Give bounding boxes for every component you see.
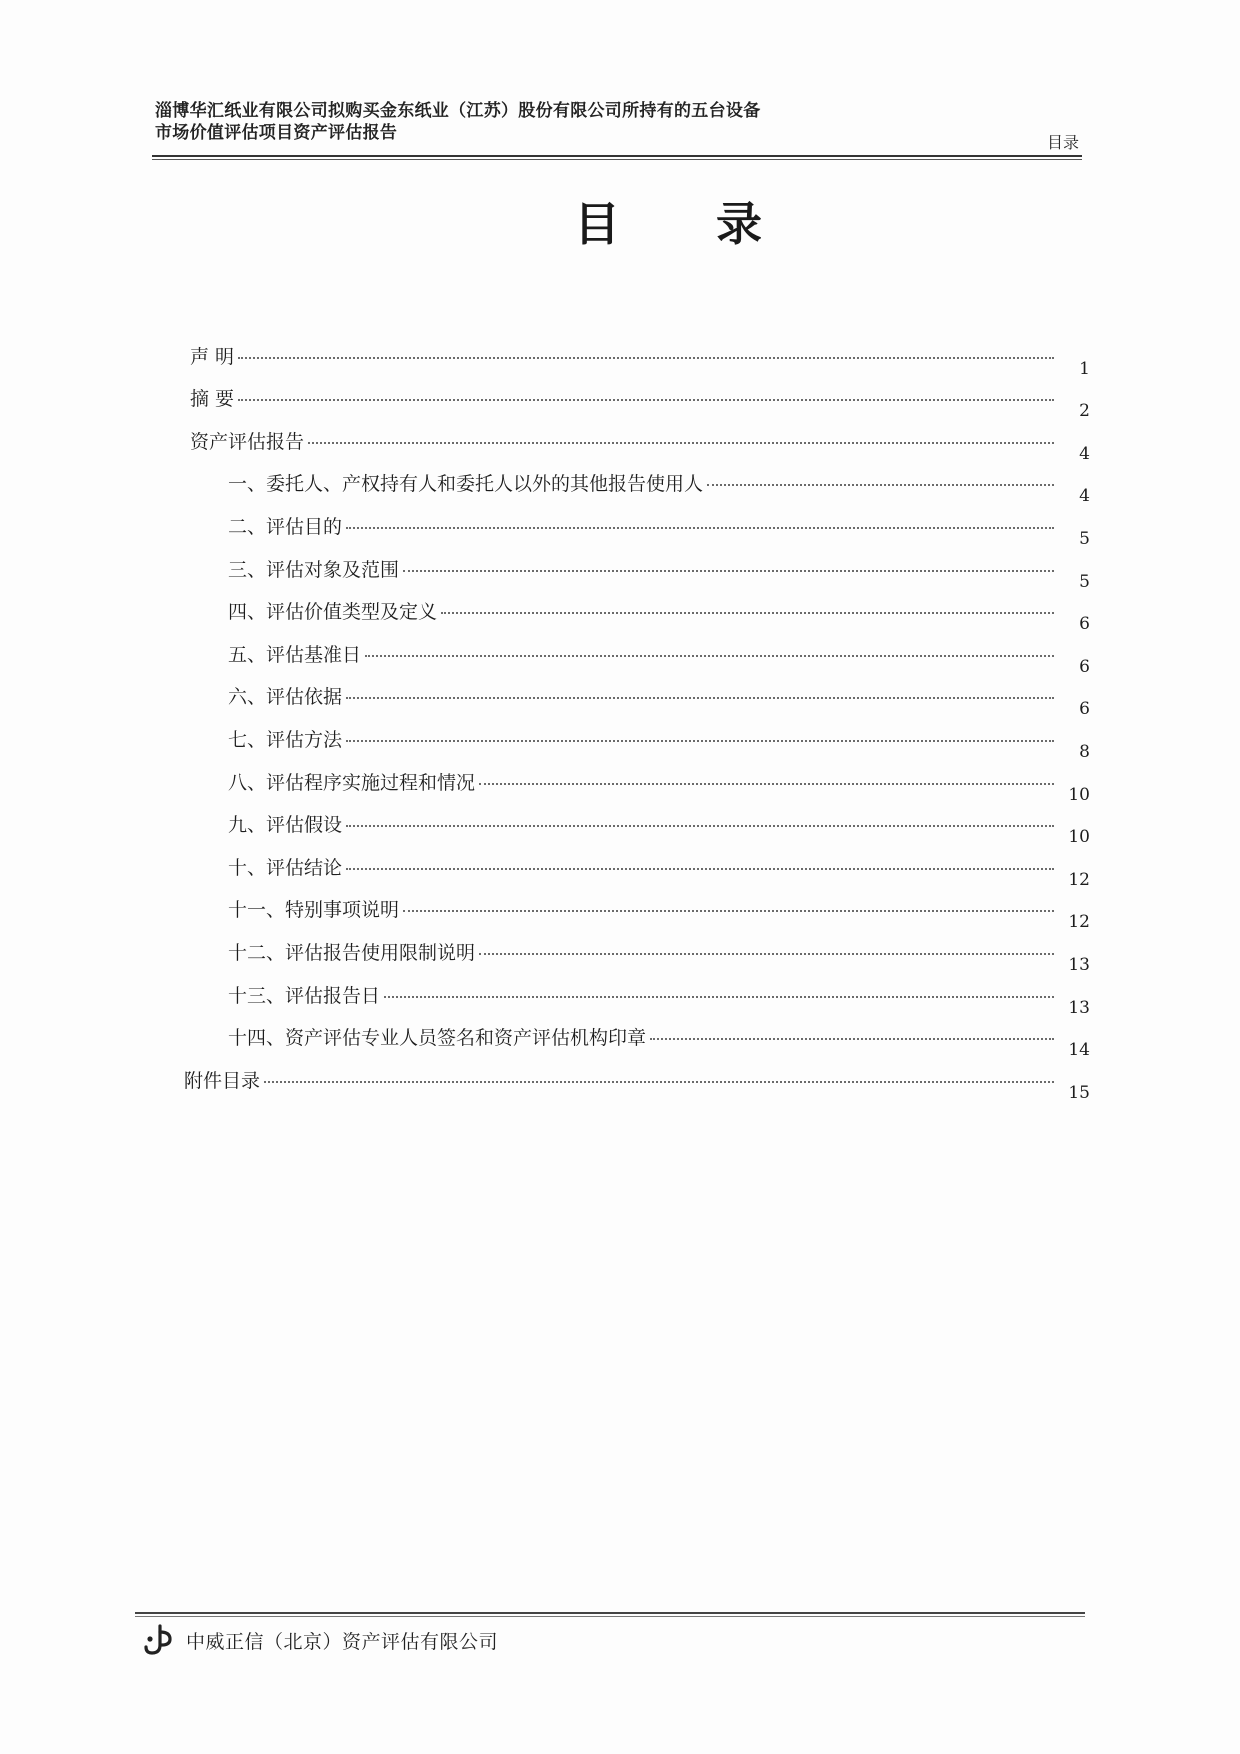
dot-leader [264,1080,1054,1083]
toc-entry-label: 十二、评估报告使用限制说明 [228,941,476,964]
footer-divider-thin [135,1616,1085,1617]
header-title-line1: 淄博华汇纸业有限公司拟购买金东纸业（江苏）股份有限公司所持有的五台设备 [155,101,761,121]
toc-entry-page: 6 [1079,699,1090,720]
dot-leader [346,696,1054,699]
toc-entry-page: 15 [1068,1082,1090,1103]
toc-entry-page: 8 [1079,741,1090,762]
toc-entry-page: 13 [1068,954,1090,975]
toc-entry-label: 十四、资产评估专业人员签名和资产评估机构印章 [228,1027,647,1050]
toc-entry-label: 摘 要 [190,388,235,411]
table-of-contents [184,326,1090,1103]
toc-entry[interactable] [190,752,1090,805]
header-divider [152,155,1082,157]
header-section-tag: 目录 [1046,133,1079,152]
toc-entry[interactable] [190,539,1090,592]
page-footer [142,1620,498,1660]
dot-leader [346,824,1054,827]
dot-leader [403,569,1054,572]
dot-leader [441,611,1054,614]
toc-entry-page: 2 [1079,401,1090,422]
toc-entry[interactable] [190,624,1090,677]
toc-entry[interactable] [190,369,1090,422]
toc-entry-page: 12 [1068,912,1090,933]
toc-entry-label: 十、评估结论 [228,856,343,879]
toc-entry[interactable] [190,837,1090,890]
dot-leader [238,356,1054,359]
dot-leader [365,654,1054,657]
toc-entry-page: 4 [1079,443,1090,464]
toc-entry-page: 5 [1079,528,1090,549]
toc-entry-page: 5 [1079,571,1090,592]
page-title: 目录 [574,197,858,251]
header-divider-thin [152,159,1082,160]
toc-entry[interactable] [190,795,1090,848]
dot-leader [238,398,1054,401]
toc-entry-label: 附件目录 [184,1069,261,1092]
dot-leader [346,526,1054,529]
dot-leader [707,483,1054,486]
toc-entry-page: 10 [1068,827,1090,848]
toc-entry[interactable] [190,880,1090,933]
toc-entry[interactable] [190,496,1090,549]
footer-divider [135,1612,1085,1614]
toc-entry-page: 13 [1068,997,1090,1018]
toc-entry-label: 九、评估假设 [228,814,343,837]
toc-entry[interactable] [190,1008,1090,1061]
toc-entry[interactable] [190,326,1090,379]
toc-entry-page: 12 [1068,869,1090,890]
toc-entry-label: 三、评估对象及范围 [228,558,400,581]
toc-entry[interactable] [190,667,1090,720]
dot-leader [403,909,1054,912]
company-logo-icon [142,1623,174,1657]
toc-entry-label: 五、评估基准日 [228,643,362,666]
toc-entry-label: 二、评估目的 [228,515,343,538]
toc-entry-page: 10 [1068,784,1090,805]
toc-entry-label: 资产评估报告 [190,430,305,453]
toc-entry-label: 八、评估程序实施过程和情况 [228,771,476,794]
dot-leader [650,1037,1054,1040]
dot-leader [479,782,1054,785]
dot-leader [346,739,1054,742]
toc-entry-page: 14 [1068,1040,1090,1061]
toc-entry-page: 6 [1079,614,1090,635]
toc-entry-label: 声 明 [190,345,235,368]
toc-entry-label: 四、评估价值类型及定义 [228,601,438,624]
toc-entry-page: 6 [1079,656,1090,677]
toc-entry-page: 1 [1079,358,1090,379]
dot-leader [308,441,1054,444]
company-name: 中威正信（北京）资产评估有限公司 [186,1630,499,1653]
page-header [155,100,1085,152]
toc-entry[interactable] [190,965,1090,1018]
toc-entry-label: 十三、评估报告日 [228,984,381,1007]
toc-entry-label: 六、评估依据 [228,686,343,709]
dot-leader [346,867,1054,870]
toc-entry-label: 一、委托人、产权持有人和委托人以外的其他报告使用人 [228,473,704,496]
toc-entry[interactable] [190,922,1090,975]
toc-entry-label: 十一、特别事项说明 [228,899,400,922]
dot-leader [479,952,1054,955]
dot-leader [384,995,1054,998]
toc-entry-label: 七、评估方法 [228,728,343,751]
toc-entry[interactable] [190,582,1090,635]
toc-entry[interactable] [184,1050,1090,1103]
toc-entry[interactable] [190,454,1090,507]
toc-entry-page: 4 [1079,486,1090,507]
header-title-line2: 市场价值评估项目资产评估报告 [155,123,398,143]
toc-entry[interactable] [190,709,1090,762]
toc-entry[interactable] [190,411,1090,464]
